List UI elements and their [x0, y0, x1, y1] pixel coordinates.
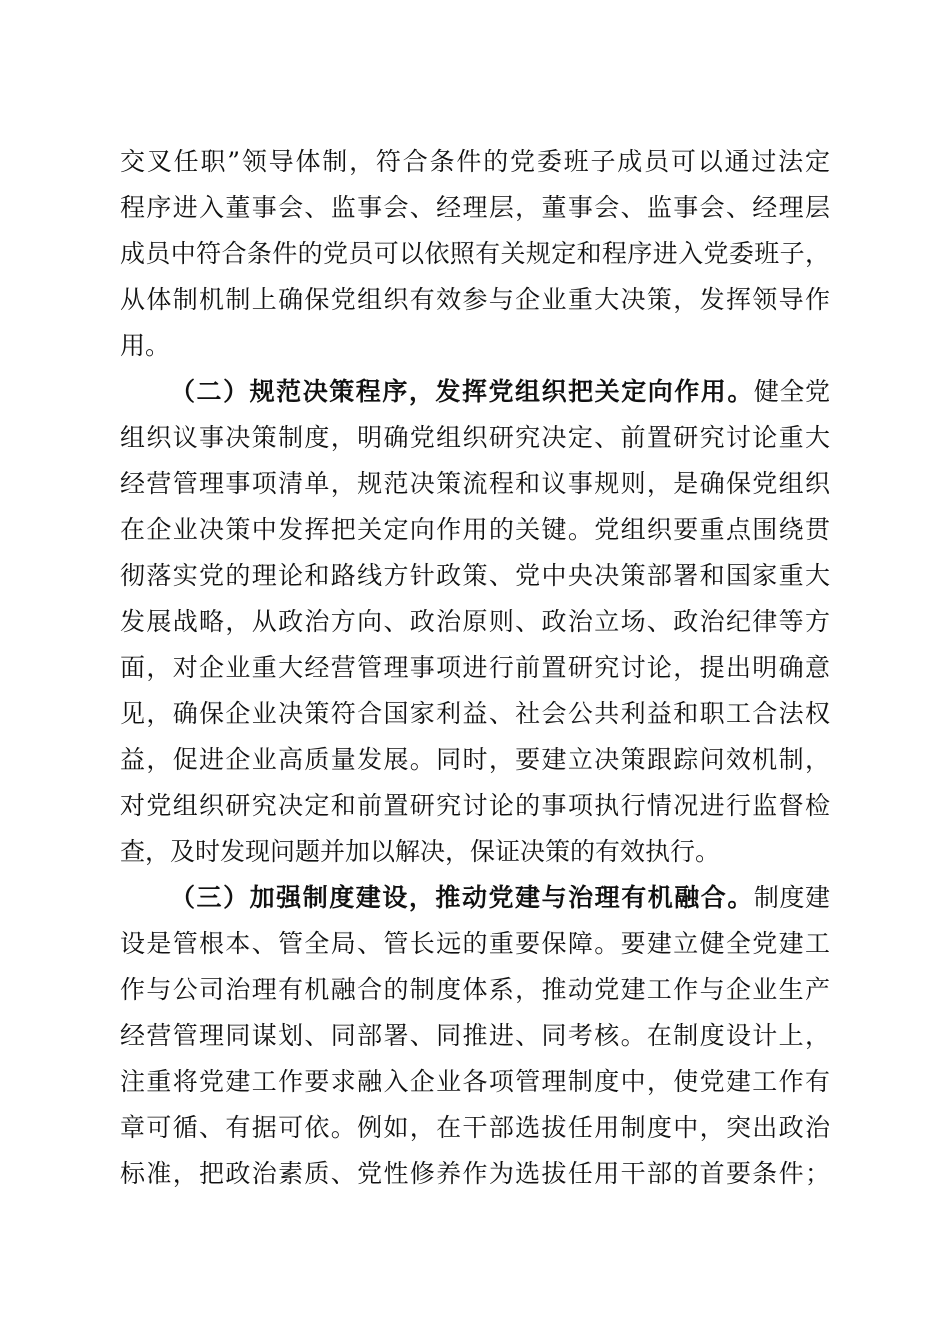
paragraph-1-line-2: 程序进入董事会、监事会、经理层，董事会、监事会、经理层: [120, 193, 830, 222]
paragraph-3-first-line: [170, 878, 830, 918]
paragraph-3-line-4: 经营管理同谋划、同部署、同推进、同考核。在制度设计上，: [120, 1021, 830, 1050]
paragraph-3-first-line-text: 制度建: [753, 883, 830, 912]
paragraph-2-line-3: 经营管理事项清单，规范决策流程和议事规则，是确保党组织: [120, 469, 830, 498]
paragraph-3-line-5: 注重将党建工作要求融入企业各项管理制度中，使党建工作有: [120, 1067, 830, 1096]
paragraph-1-line-5: 用。: [120, 331, 171, 360]
paragraph-1-line-4: 从体制机制上确保党组织有效参与企业重大决策，发挥领导作: [120, 285, 830, 314]
paragraph-2-first-line: [170, 372, 830, 412]
paragraph-3-line-6: 章可循、有据可依。例如，在干部选拔任用制度中，突出政治: [120, 1113, 830, 1142]
section-heading-2: （二）规范决策程序，发挥党组织把关定向作用。: [170, 377, 754, 406]
paragraph-2-line-6: 发展战略，从政治方向、政治原则、政治立场、政治纪律等方: [120, 607, 830, 636]
paragraph-2-line-9: 益，促进企业高质量发展。同时，要建立决策跟踪问效机制，: [120, 745, 830, 774]
section-heading-3: （三）加强制度建设，推动党建与治理有机融合。: [170, 883, 754, 912]
paragraph-2-line-5: 彻落实党的理论和路线方针政策、党中央决策部署和国家重大: [120, 561, 830, 590]
paragraph-2-first-line-text: 健全党: [753, 377, 830, 406]
paragraph-1-line-1: 交叉任职”领导体制，符合条件的党委班子成员可以通过法定: [120, 147, 830, 176]
paragraph-2-line-7: 面，对企业重大经营管理事项进行前置研究讨论，提出明确意: [120, 653, 830, 682]
paragraph-1-line-3: 成员中符合条件的党员可以依照有关规定和程序进入党委班子，: [120, 239, 830, 268]
paragraph-3-line-7: 标准，把政治素质、党性修养作为选拔任用干部的首要条件；: [120, 1159, 830, 1188]
paragraph-2-line-8: 见，确保企业决策符合国家利益、社会公共利益和职工合法权: [120, 699, 830, 728]
paragraph-3-line-2: 设是管根本、管全局、管长远的重要保障。要建立健全党建工: [120, 929, 830, 958]
paragraph-2-line-4: 在企业决策中发挥把关定向作用的关键。党组织要重点围绕贯: [120, 515, 830, 544]
paragraph-2-line-2: 组织议事决策制度，明确党组织研究决定、前置研究讨论重大: [120, 423, 830, 452]
paragraph-3-line-3: 作与公司治理有机融合的制度体系，推动党建工作与企业生产: [120, 975, 830, 1004]
paragraph-2-line-11: 查，及时发现问题并加以解决，保证决策的有效执行。: [120, 837, 721, 866]
paragraph-2-line-10: 对党组织研究决定和前置研究讨论的事项执行情况进行监督检: [120, 791, 830, 820]
